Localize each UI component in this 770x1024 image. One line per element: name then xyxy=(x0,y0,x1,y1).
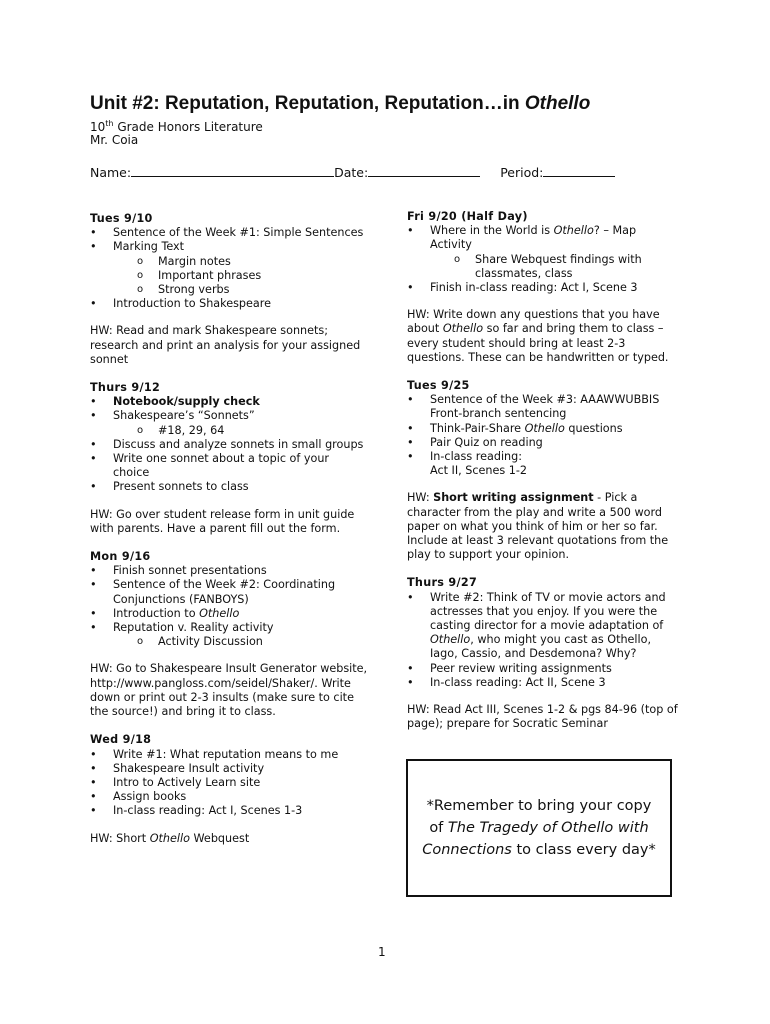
list-item: • Write #1: What reputation means to me xyxy=(90,748,368,762)
list-item: • Discuss and analyze sonnets in small groups xyxy=(90,438,368,452)
list-item: • Shakespeare’s “Sonnets” xyxy=(90,409,368,423)
day-tue-9-25 xyxy=(407,379,679,562)
sub-list-item: o Activity Discussion xyxy=(90,635,368,649)
name-label: Name: xyxy=(90,165,132,180)
day-heading: Wed 9/18 xyxy=(90,733,152,747)
homework: HW: Read and mark Shakespeare sonnets; research and print an analysis for your assigned sonnet xyxy=(90,324,361,366)
day-thu-9-12 xyxy=(90,381,368,536)
day-heading: Thurs 9/27 xyxy=(407,576,478,590)
list-item: • Present sonnets to class xyxy=(90,480,368,494)
list-item: • Sentence of the Week #2: Coordinating Conjunctions (FANBOYS) xyxy=(90,578,368,606)
day-heading: Fri 9/20 (Half Day) xyxy=(407,210,528,223)
list-item: • Write one sonnet about a topic of your choice xyxy=(90,452,368,480)
date-label: Date: xyxy=(334,165,369,180)
list-item: • Finish in-class reading: Act I, Scene 3 xyxy=(407,281,679,295)
list-item: • Think-Pair-Share Othello questions xyxy=(407,422,679,436)
sub-list-item: o #18, 29, 64 xyxy=(90,424,368,438)
period-label: Period: xyxy=(500,165,544,180)
page-title: Unit #2: Reputation, Reputation, Reputation…in Othello xyxy=(90,93,591,114)
list-item: • Introduction to Shakespeare xyxy=(90,297,368,311)
list-item: • Shakespeare Insult activity xyxy=(90,762,368,776)
sub-list-item: o Share Webquest findings with classmates, class xyxy=(407,253,679,281)
day-heading: Tues 9/25 xyxy=(407,379,470,393)
sub-list-item: o Margin notes xyxy=(90,255,368,269)
list-item: • Marking Text xyxy=(90,240,368,254)
day-heading: Tues 9/10 xyxy=(90,212,153,225)
day-thu-9-27 xyxy=(407,576,679,731)
course-line: 10th Grade Honors Literature xyxy=(90,119,263,134)
day-fri-9-20 xyxy=(407,210,679,365)
list-item: • In-class reading: Act II, Scenes 1-2 xyxy=(407,450,679,478)
day-mon-9-16 xyxy=(90,550,368,719)
sub-list-item: o Important phrases xyxy=(90,269,368,283)
list-item: • Write #2: Think of TV or movie actors and actresses that you enjoy. If you were the casting director for a movie adaptation of Othello, who might you cast as Othello, Iago, Cassio, and Desdemona? Why? xyxy=(407,591,679,662)
list-item: • Pair Quiz on reading xyxy=(407,436,679,450)
list-item: • Sentence of the Week #3: AAAWWUBBIS Front-branch sentencing xyxy=(407,393,679,421)
list-item: • Introduction to Othello xyxy=(90,607,368,621)
list-item: • Notebook/supply check xyxy=(90,395,368,409)
homework: HW: Write down any questions that you have about Othello so far and bring them to class – every student should bring at least 2-3 questions. These can be handwritten or typed. xyxy=(407,308,669,364)
reminder-text: *Remember to bring your copy of The Tragedy of Othello with Connections to class every day* xyxy=(422,798,656,858)
day-heading: Thurs 9/12 xyxy=(90,381,161,395)
teacher-name: Mr. Coia xyxy=(90,133,139,147)
list-item: • Finish sonnet presentations xyxy=(90,564,368,578)
list-item: • Peer review writing assignments xyxy=(407,662,679,676)
right-column xyxy=(407,210,679,746)
sub-list-item: o Strong verbs xyxy=(90,283,368,297)
homework: HW: Short Othello Webquest xyxy=(90,831,250,845)
day-tue-9-10 xyxy=(90,212,368,367)
list-item: • In-class reading: Act I, Scenes 1-3 xyxy=(90,804,368,818)
reminder-box xyxy=(406,759,672,897)
day-heading: Mon 9/16 xyxy=(90,550,151,564)
list-item: • Reputation v. Reality activity xyxy=(90,621,368,635)
list-item: • Intro to Actively Learn site xyxy=(90,776,368,790)
list-item: • Sentence of the Week #1: Simple Sentences xyxy=(90,226,368,240)
list-item: • Assign books xyxy=(90,790,368,804)
left-column xyxy=(90,212,368,860)
list-item: • In-class reading: Act II, Scene 3 xyxy=(407,676,679,690)
homework: HW: Short writing assignment - Pick a character from the play and write a 500 word paper on what you think of him or her so far. Include at least 3 relevant quotations from the play to support your opinion. xyxy=(407,491,669,562)
day-wed-9-18 xyxy=(90,733,368,845)
list-item: • Where in the World is Othello? – Map Activity xyxy=(407,224,679,252)
homework: HW: Go to Shakespeare Insult Generator website, http://www.pangloss.com/seidel/Shaker/. Write down or print out 2-3 insults (make sure to cite the source!) and bring it to class. xyxy=(90,662,368,719)
homework: HW: Go over student release form in unit guide with parents. Have a parent fill out the form. xyxy=(90,507,355,535)
name-date-period-line xyxy=(90,165,630,180)
homework: HW: Read Act III, Scenes 1-2 & pgs 84-96 (top of page); prepare for Socratic Seminar xyxy=(407,703,678,731)
page-number: 1 xyxy=(378,945,386,959)
